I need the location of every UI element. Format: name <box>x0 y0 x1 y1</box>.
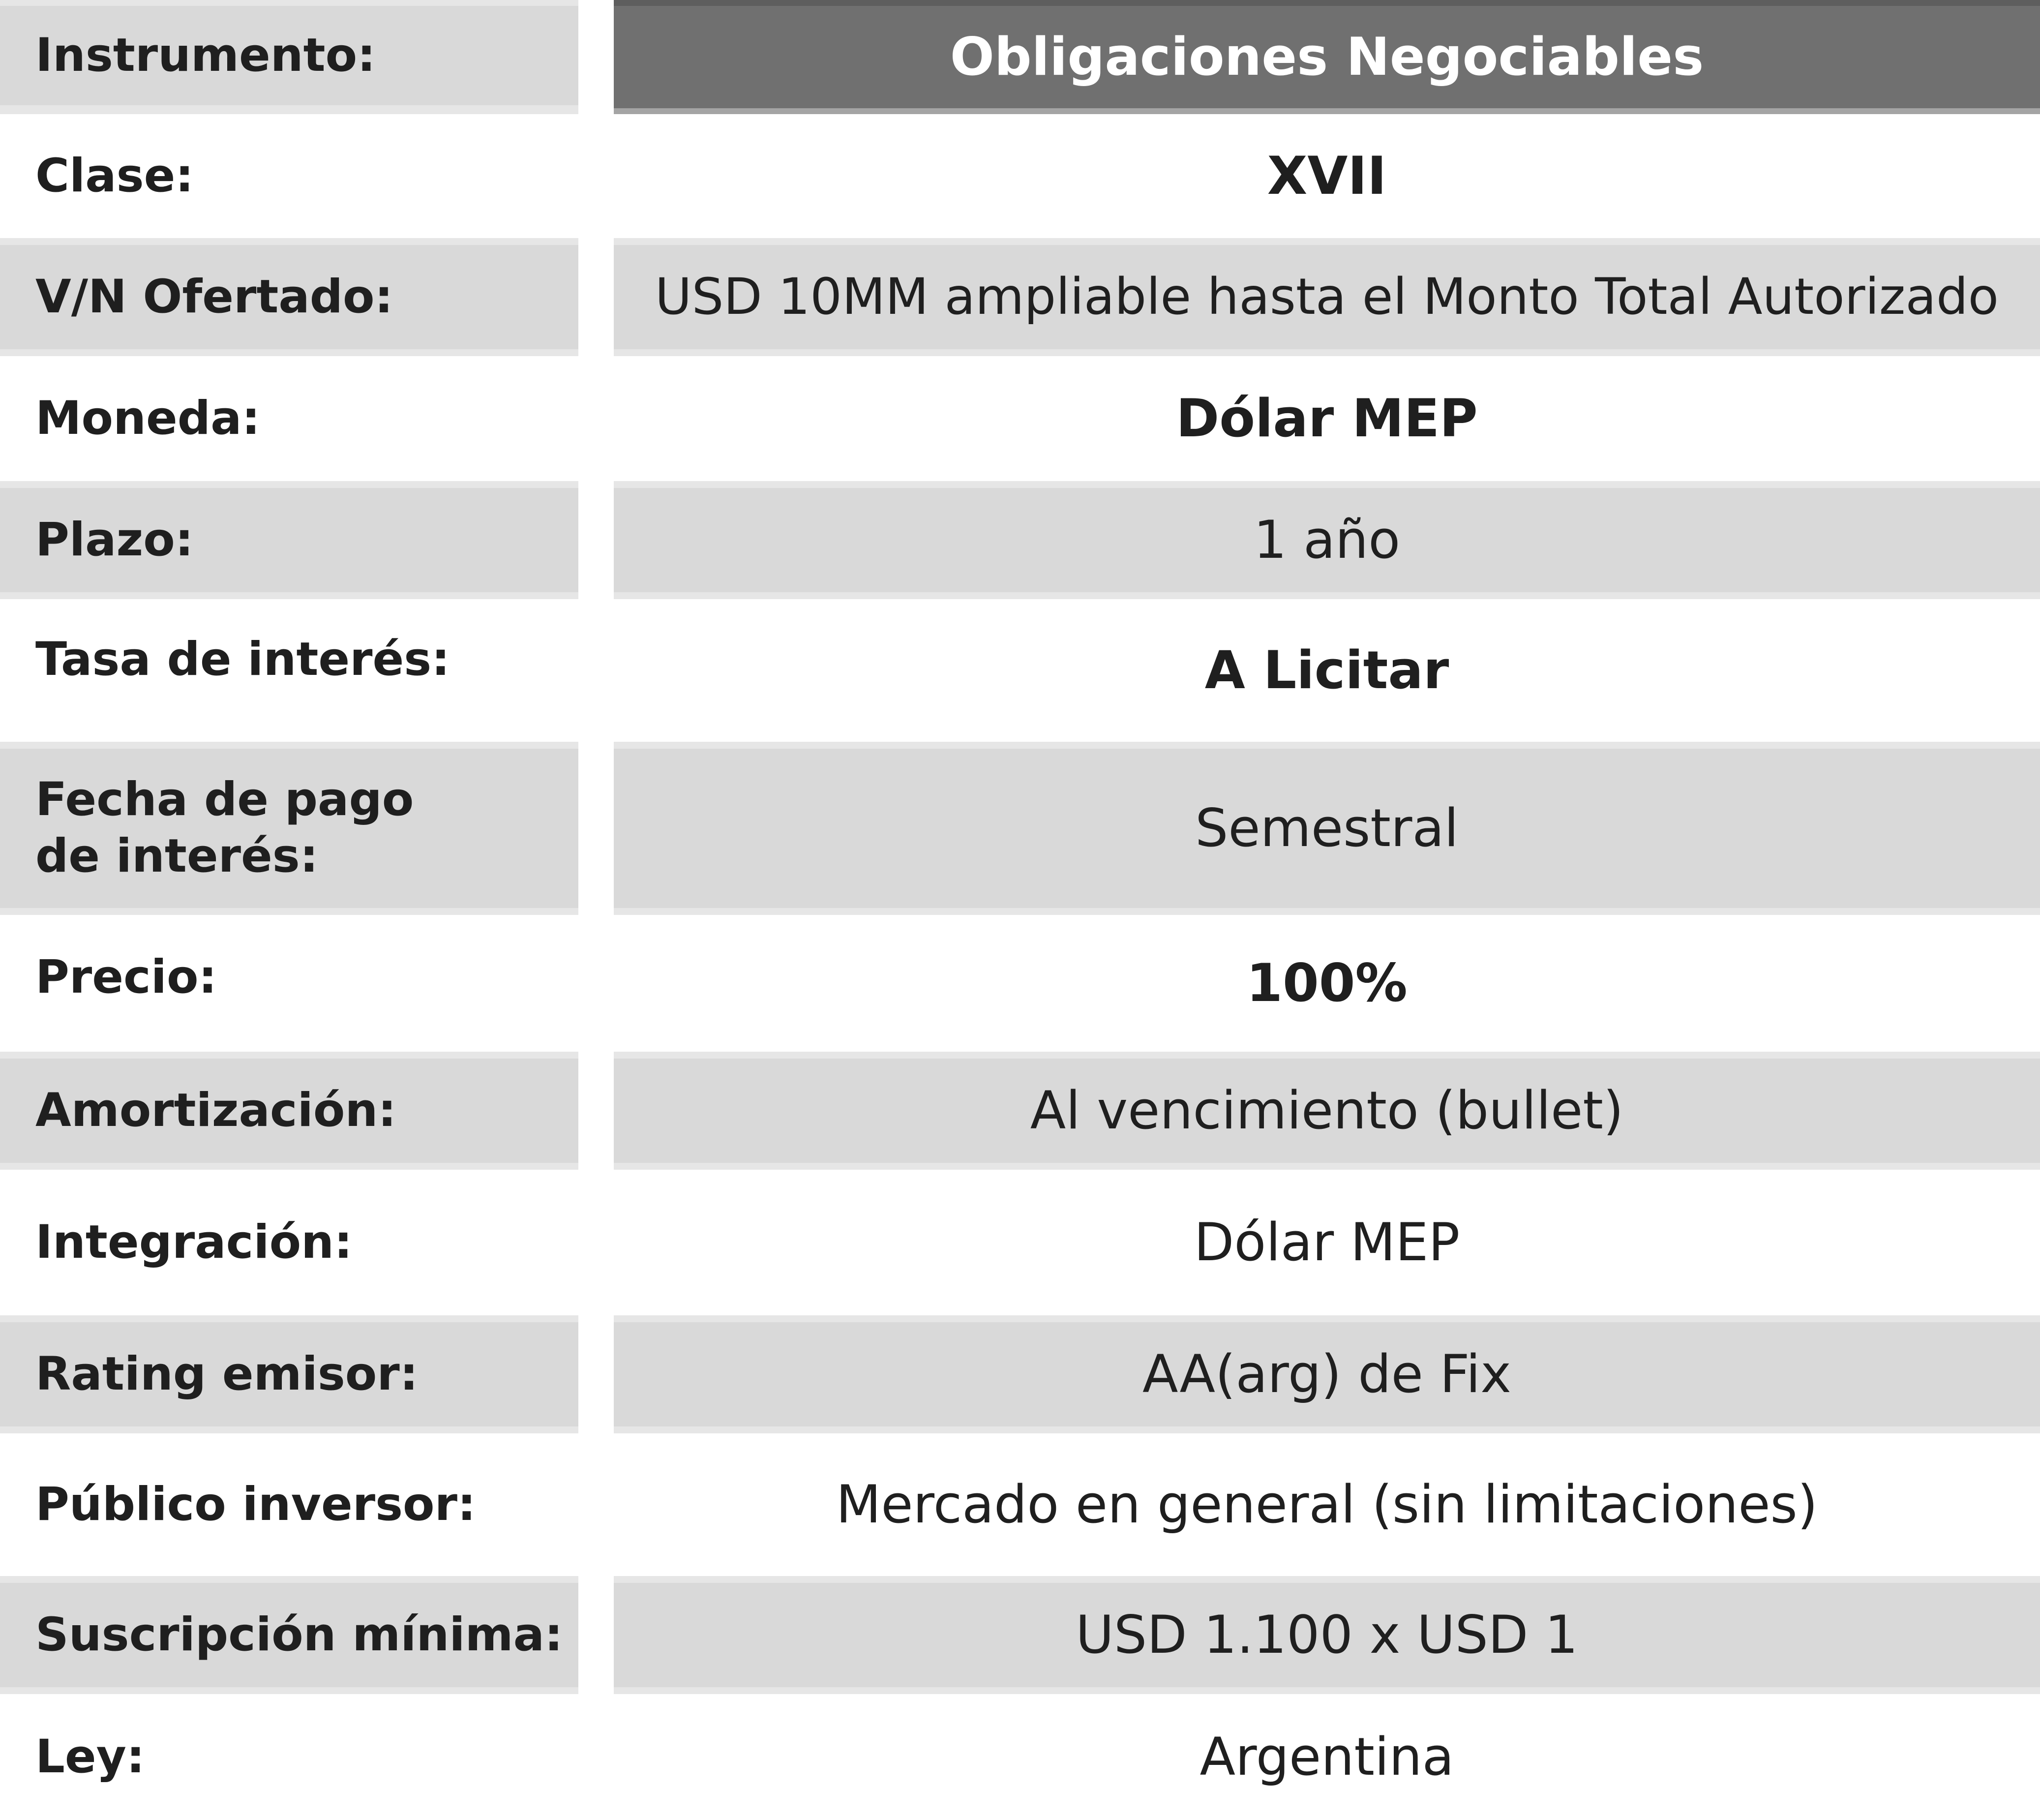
row-label-line: Fecha de pago <box>35 773 414 827</box>
row-label: Ley: <box>35 1729 145 1784</box>
row-ley <box>0 1694 2040 1820</box>
row-value: Semestral <box>614 742 2040 915</box>
row-value: XVII <box>1267 146 1387 207</box>
row-value: 100% <box>1246 953 1408 1014</box>
row-value: USD 10MM ampliable hasta el Monto Total Autorizado <box>614 238 2040 356</box>
row-label: Amortización: <box>0 1052 578 1170</box>
row-precio <box>0 915 2040 1052</box>
row-value: A Licitar <box>1204 640 1449 701</box>
row-value: Dólar MEP <box>1176 388 1478 449</box>
row-integracion <box>0 1170 2040 1315</box>
row-moneda <box>0 356 2040 481</box>
row-plazo <box>0 481 2040 599</box>
row-value: 1 año <box>614 481 2040 599</box>
row-value: Argentina <box>1200 1727 1454 1788</box>
row-tasa-interes <box>0 599 2040 742</box>
row-instrumento <box>0 0 2040 114</box>
row-fecha-pago-interes <box>0 742 2040 915</box>
row-value: USD 1.100 x USD 1 <box>614 1576 2040 1694</box>
row-header-value: Obligaciones Negociables <box>614 0 2040 114</box>
row-value: AA(arg) de Fix <box>614 1315 2040 1433</box>
row-label: Precio: <box>35 950 217 1004</box>
row-label: Instrumento: <box>0 0 578 114</box>
row-label: Integración: <box>35 1215 353 1269</box>
row-value: Al vencimiento (bullet) <box>614 1052 2040 1170</box>
row-value: Mercado en general (sin limitaciones) <box>836 1474 1818 1535</box>
row-label: Moneda: <box>35 391 261 445</box>
row-label: Clase: <box>35 149 194 203</box>
row-label <box>0 742 578 915</box>
row-label: Tasa de interés: <box>35 633 450 686</box>
row-label: Plazo: <box>0 481 578 599</box>
row-label: V/N Ofertado: <box>0 238 578 356</box>
row-rating-emisor <box>0 1315 2040 1433</box>
row-label: Suscripción mínima: <box>0 1576 578 1694</box>
row-label: Rating emisor: <box>0 1315 578 1433</box>
row-value: Dólar MEP <box>1194 1212 1460 1273</box>
row-amortizacion <box>0 1052 2040 1170</box>
row-publico-inversor <box>0 1433 2040 1576</box>
row-label: Público inversor: <box>35 1477 476 1531</box>
row-suscripcion-minima <box>0 1576 2040 1694</box>
row-vn-ofertado <box>0 238 2040 356</box>
row-clase <box>0 114 2040 238</box>
row-label-line: de interés: <box>35 829 319 883</box>
